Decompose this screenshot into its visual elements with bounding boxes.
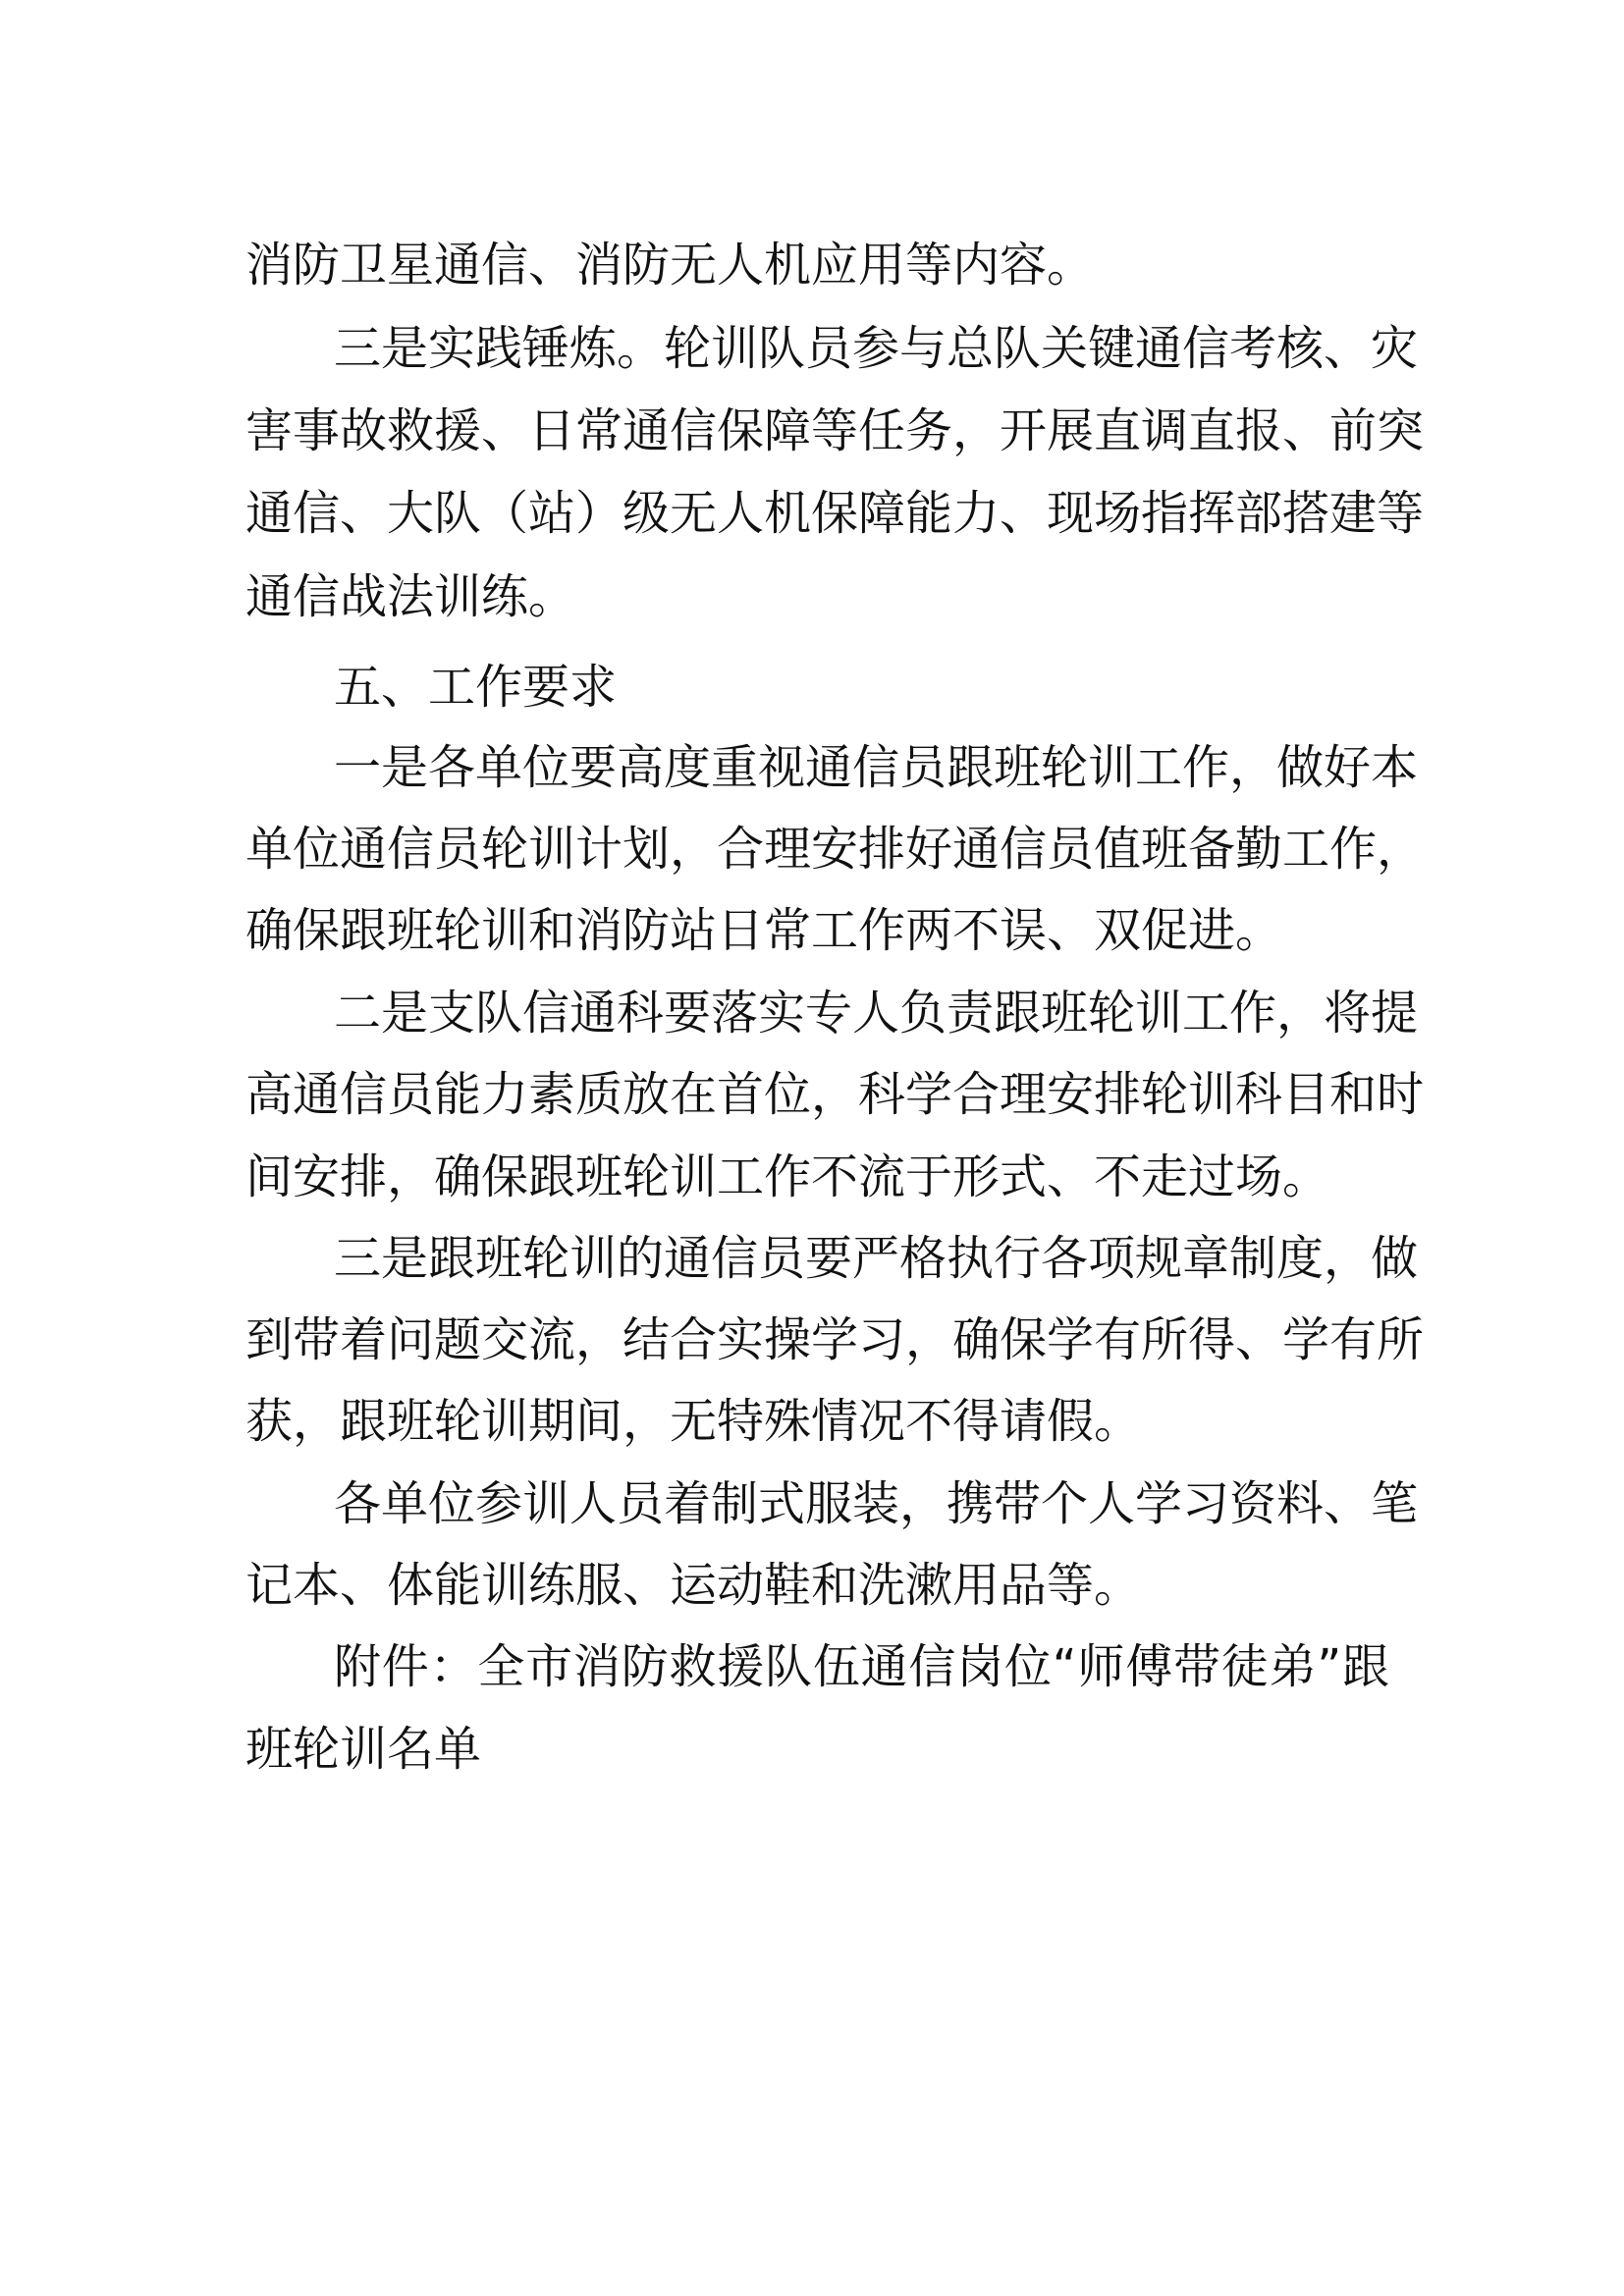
text-line: 记本、体能训练服、运动鞋和洗漱用品等。 [245, 1558, 1142, 1613]
text-line: 三是跟班轮训的通信员要严格执行各项规章制度，做 [334, 1231, 1419, 1286]
text-line: 通信战法训练。 [245, 569, 576, 624]
text-line: 确保跟班轮训和消防站日常工作两不误、双促进。 [245, 903, 1283, 958]
attachment-line: 班轮训名单 [245, 1722, 482, 1777]
text-line: 害事故救援、日常通信保障等任务，开展直调直报、前突 [245, 403, 1425, 458]
text-line: 通信、大队（站）级无人机保障能力、现场指挥部搭建等 [245, 486, 1425, 541]
attachment-line: 附件：全市消防救援队伍通信岗位“师傅带徒弟”跟 [334, 1639, 1389, 1694]
text-line: 一是各单位要高度重视通信员跟班轮训工作，做好本 [334, 740, 1419, 795]
text-line: 单位通信员轮训计划，合理安排好通信员值班备勤工作， [245, 822, 1425, 877]
text-line: 消防卫星通信、消防无人机应用等内容。 [245, 238, 1095, 293]
text-line: 各单位参训人员着制式服装，携带个人学习资料、笔 [334, 1476, 1419, 1531]
text-line: 间安排，确保跟班轮训工作不流于形式、不走过场。 [245, 1149, 1330, 1204]
text-line: 获，跟班轮训期间，无特殊情况不得请假。 [245, 1394, 1142, 1449]
text-line: 三是实践锤炼。轮训队员参与总队关键通信考核、灾 [334, 321, 1419, 376]
text-line: 二是支队信通科要落实专人负责跟班轮训工作，将提 [334, 986, 1419, 1041]
section-heading: 五、工作要求 [334, 660, 618, 715]
text-line: 高通信员能力素质放在首位，科学合理安排轮训科目和时 [245, 1067, 1425, 1122]
text-line: 到带着问题交流，结合实操学习，确保学有所得、学有所 [245, 1312, 1425, 1367]
